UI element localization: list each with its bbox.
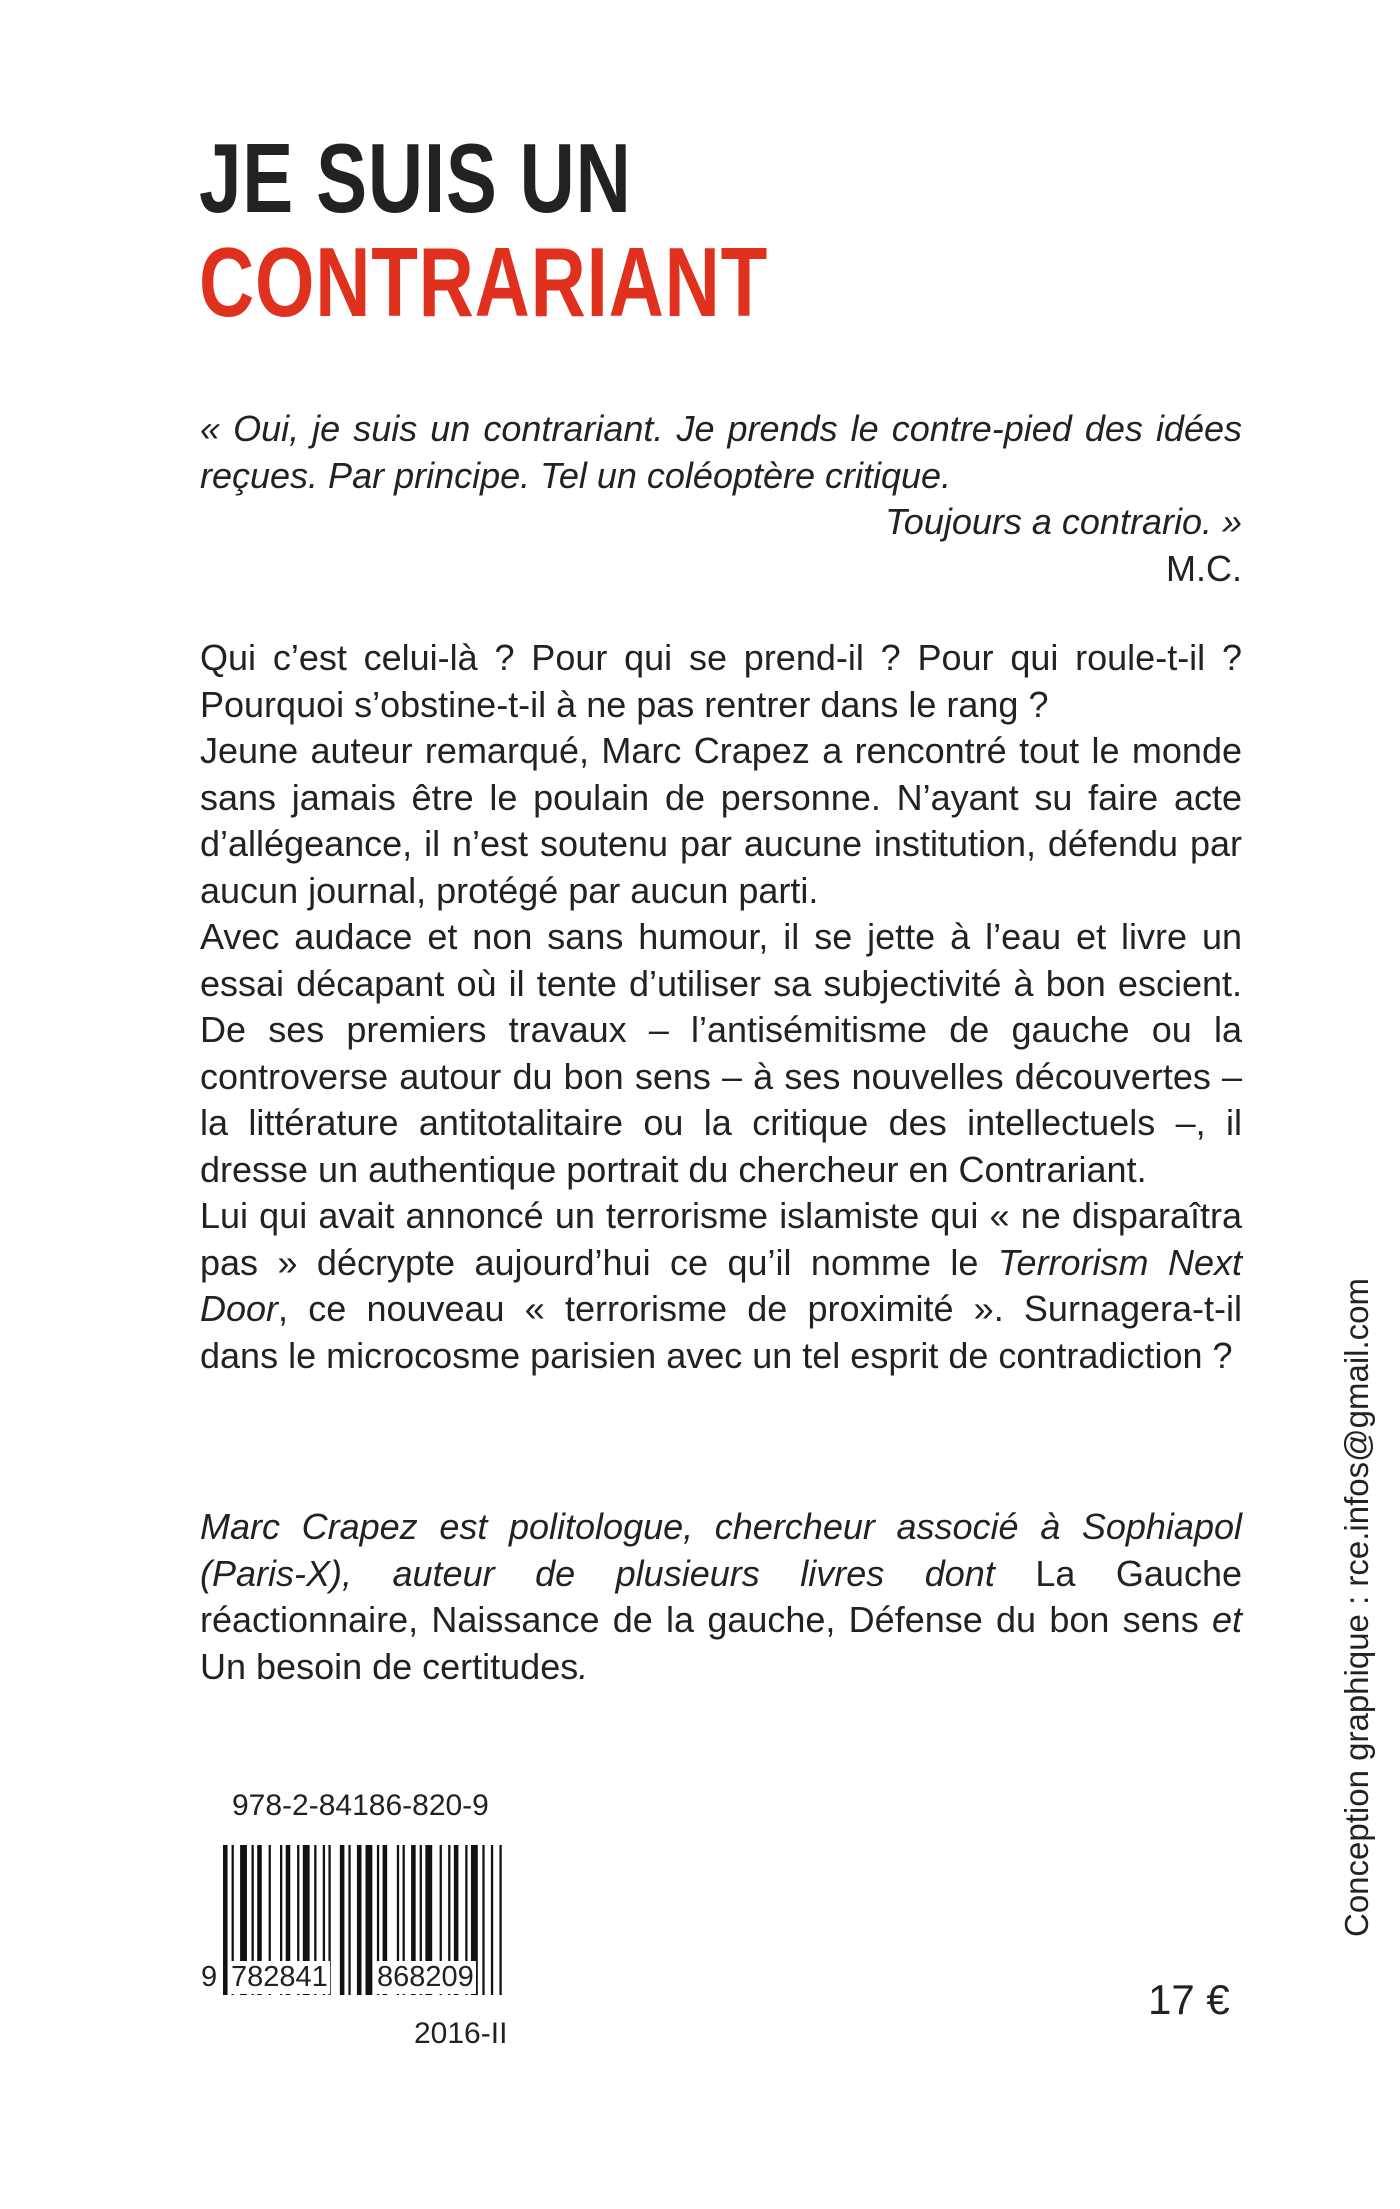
design-credit: Conception graphique : rce.infos@gmail.com	[1338, 1277, 1375, 1937]
barcode-digits	[199, 1953, 511, 2003]
epigraph	[200, 406, 1242, 592]
isbn: 978-2-84186-820-9	[232, 1789, 489, 1822]
blurb-paragraph-3: Avec audace et non sans humour, il se jette à l’eau et livre un essai décapant où il tente d’utiliser sa subjectivité à bon escient. De ses premiers travaux – l’antisémitisme de gauche ou la controverse autour du bon sens – à ses nouvelles découvertes – la littérature antitotalitaire ou la critique des intellectuels –, il dresse un authentique portrait du chercheur en Contrariant.	[200, 916, 1242, 1190]
price: 17 €	[1148, 1976, 1230, 2023]
epigraph-signature: M.C.	[1166, 547, 1242, 589]
barcode-group-2: 868209	[377, 1961, 474, 1993]
epigraph-quote: « Oui, je suis un contrariant. Je prends le contre-pied des idées reçues. Par principe. Tel un coléoptère critique.	[200, 408, 1242, 496]
terrorism-next-door: Terrorism Next Door	[200, 1241, 1242, 1329]
author-bio: Marc Crapez est politologue, chercheur associé à Sophiapol (Paris-X), auteur de plusieurs livres dont La Gauche réactionnaire, Naissance de la gauche, Défense du bon sens et Un besoin de certitudes.	[200, 1506, 1242, 1687]
title-line-2: CONTRARIANT	[199, 227, 769, 337]
title-line-1: JE SUIS UN	[199, 123, 632, 233]
book-title	[199, 123, 769, 337]
edition-code: 2016-II	[414, 2017, 508, 2050]
blurb-paragraph-1: Qui c’est celui-là ? Pour qui se prend-il ? Pour qui roule-t-il ? Pourquoi s’obstine-t-il à ne pas rentrer dans le rang ?	[200, 637, 1242, 725]
epigraph-quote-end: Toujours a contrario. »	[885, 501, 1242, 542]
barcode-first-digit: 9	[201, 1961, 218, 1993]
barcode-group-1: 782841	[231, 1961, 328, 1993]
blurb-paragraph-4: Lui qui avait annoncé un terrorisme islamiste qui « ne disparaîtra pas » décrypte aujourd’hui ce qu’il nomme le Terrorism Next Door, ce nouveau « terrorisme de proximité ». Surnagera-t-il dans le microcosme parisien avec un tel esprit de contradiction ?	[200, 1195, 1242, 1376]
blurb-paragraph-2: Jeune auteur remarqué, Marc Crapez a rencontré tout le monde sans jamais être le poulain de personne. N’ayant su faire acte d’allégeance, il n’est soutenu par aucune institution, défendu par aucun journal, protégé par aucun parti.	[200, 730, 1242, 911]
blurb	[200, 635, 1242, 1379]
